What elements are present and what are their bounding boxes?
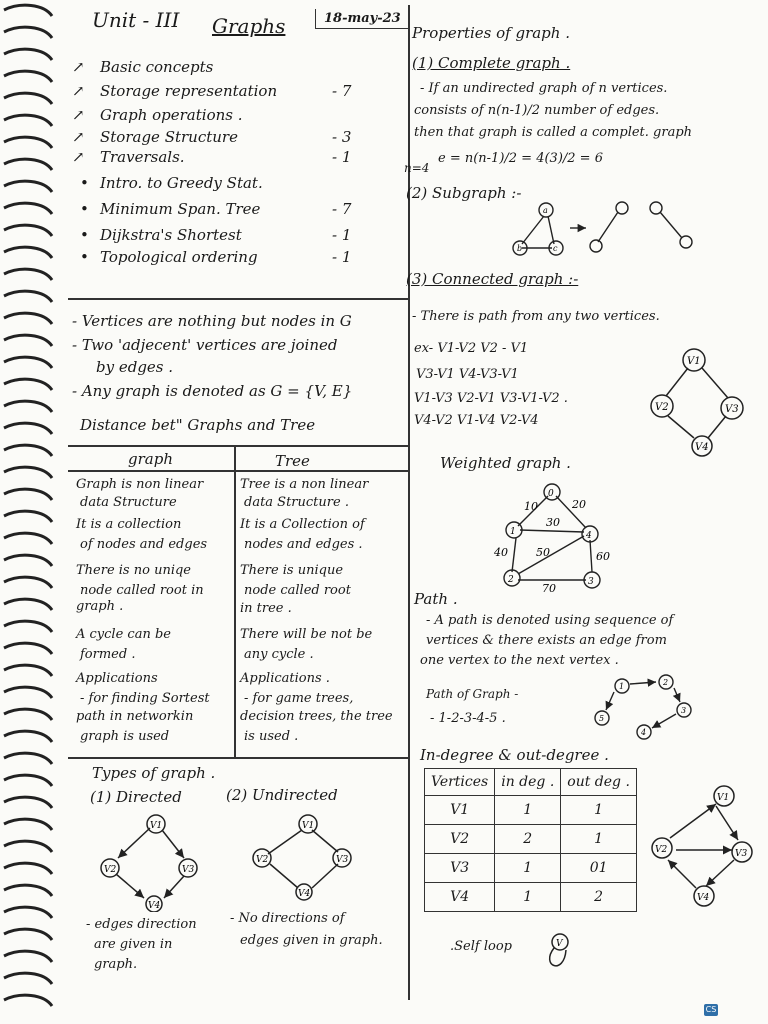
topic-mark: - 1 bbox=[332, 148, 352, 166]
table-header-line bbox=[68, 470, 408, 472]
degree-cell: V1 bbox=[425, 796, 495, 825]
complete-graph-line: - If an undirected graph of n vertices. bbox=[420, 81, 668, 96]
node-label: 4 bbox=[641, 728, 647, 737]
scanner-badge: CS bbox=[705, 1005, 717, 1014]
degree-title: In-degree & out-degree . bbox=[420, 746, 609, 764]
comparison-cell: path in networkin bbox=[76, 709, 194, 724]
comparison-cell: Applications bbox=[76, 671, 158, 686]
bullet-marker: • bbox=[80, 248, 89, 266]
types-title: Types of graph . bbox=[92, 764, 216, 782]
directed-note: graph. bbox=[94, 957, 138, 972]
node-label: 3 bbox=[588, 577, 594, 587]
table-row bbox=[425, 883, 637, 912]
subgraph-title: (2) Subgraph :- bbox=[406, 184, 522, 202]
comparison-cell: data Structure bbox=[80, 495, 177, 510]
comparison-cell: node called root in bbox=[80, 583, 204, 598]
table-row bbox=[425, 854, 637, 883]
topic-mark: - 7 bbox=[332, 82, 352, 100]
topic-item: Minimum Span. Tree bbox=[100, 200, 261, 218]
comparison-cell: - for game trees, bbox=[244, 691, 354, 706]
degree-header-cell: out deg . bbox=[561, 769, 637, 796]
comparison-cell: any cycle . bbox=[244, 647, 314, 662]
vertex-label: V3 bbox=[182, 865, 195, 875]
degree-cell: 2 bbox=[561, 883, 637, 912]
comparison-cell: A cycle can be bbox=[76, 627, 171, 642]
directed-label: (1) Directed bbox=[90, 788, 182, 806]
comparison-cell: graph . bbox=[76, 599, 124, 614]
bullet-marker: • bbox=[80, 226, 89, 244]
undirected-note: - No directions of bbox=[230, 911, 345, 926]
weight-label: 30 bbox=[546, 516, 560, 529]
page-margin-line bbox=[408, 5, 410, 1000]
vertex-label: V2 bbox=[256, 855, 269, 865]
topic-mark: - 1 bbox=[332, 226, 352, 244]
subgraph-diagram bbox=[500, 196, 710, 258]
connected-graph-title: (3) Connected graph :- bbox=[406, 270, 579, 288]
bullet-marker: ↗ bbox=[72, 106, 85, 124]
undirected-graph-diagram bbox=[246, 812, 366, 902]
bullet-marker: ↗ bbox=[72, 82, 85, 100]
path-line: vertices & there exists an edge from bbox=[426, 633, 667, 648]
comparison-cell: There is no uniqe bbox=[76, 563, 191, 578]
weight-label: 10 bbox=[524, 500, 538, 513]
directed-note: are given in bbox=[94, 937, 173, 952]
node-label: 4 bbox=[586, 531, 592, 541]
table-header-tree: Tree bbox=[275, 452, 310, 470]
vertex-label: V2 bbox=[655, 402, 669, 413]
table-bottom-line bbox=[68, 757, 408, 759]
complete-graph-line: then that graph is called a complet. graph bbox=[414, 125, 693, 140]
path-diagram bbox=[590, 670, 700, 744]
topic-item: Storage Structure bbox=[100, 128, 238, 146]
directed-graph-diagram bbox=[90, 812, 220, 912]
comparison-cell: data Structure . bbox=[244, 495, 349, 510]
n-label: n=4 bbox=[404, 161, 430, 175]
node-label: 2 bbox=[508, 575, 514, 585]
comparison-cell: graph is used bbox=[80, 729, 170, 744]
weight-label: 40 bbox=[494, 546, 508, 559]
bullet-marker: ↗ bbox=[72, 128, 85, 146]
comparison-cell: is used . bbox=[244, 729, 299, 744]
table-row bbox=[425, 825, 637, 854]
node-label: 2 bbox=[663, 678, 669, 687]
degree-cell: V4 bbox=[425, 883, 495, 912]
degree-cell: 1 bbox=[495, 883, 561, 912]
connected-graph-diagram bbox=[644, 342, 754, 458]
topic-item: Intro. to Greedy Stat. bbox=[100, 174, 263, 192]
degree-cell: 1 bbox=[561, 796, 637, 825]
comparison-cell: Tree is a non linear bbox=[240, 477, 369, 492]
path-line: - A path is denoted using sequence of bbox=[426, 613, 674, 628]
vertex-label: V3 bbox=[735, 849, 748, 859]
degree-header-cell: Vertices bbox=[425, 769, 495, 796]
topic-item: Topological ordering bbox=[100, 248, 258, 266]
comparison-cell: formed . bbox=[80, 647, 136, 662]
self-loop-label: .Self loop bbox=[450, 939, 512, 954]
comparison-cell: Graph is non linear bbox=[76, 477, 204, 492]
note-line: by edges . bbox=[96, 358, 174, 376]
topic-mark: - 3 bbox=[332, 128, 352, 146]
unit-heading: Unit - III bbox=[92, 8, 180, 32]
bullet-marker: ↗ bbox=[72, 148, 85, 166]
comparison-cell: node called root bbox=[244, 583, 351, 598]
node-label: 5 bbox=[599, 714, 605, 723]
table-divider bbox=[234, 445, 236, 757]
bullet-marker: • bbox=[80, 200, 89, 218]
comparison-cell: nodes and edges . bbox=[244, 537, 363, 552]
connected-line: V1-V3 V2-V1 V3-V1-V2 . bbox=[414, 391, 568, 406]
path-title: Path . bbox=[414, 590, 458, 608]
degree-cell: 1 bbox=[495, 796, 561, 825]
node-label: 1 bbox=[510, 527, 516, 537]
connected-line: ex- V1-V2 V2 - V1 bbox=[414, 341, 529, 356]
node-label: 3 bbox=[681, 706, 687, 715]
topic-item: Dijkstra's Shortest bbox=[100, 226, 242, 244]
node-label: c bbox=[553, 244, 558, 253]
node-label: 0 bbox=[548, 489, 554, 499]
vertex-label: V4 bbox=[148, 901, 161, 911]
note-line: - Two 'adjecent' vertices are joined bbox=[72, 336, 338, 354]
vertex-label: V1 bbox=[150, 821, 163, 831]
weight-label: 50 bbox=[536, 546, 550, 559]
topic-item: Graph operations . bbox=[100, 106, 243, 124]
topic-item: Storage representation bbox=[100, 82, 278, 100]
path-line: one vertex to the next vertex . bbox=[420, 653, 619, 668]
node-label: b bbox=[517, 244, 523, 253]
weight-label: 20 bbox=[572, 498, 586, 511]
weight-label: 60 bbox=[596, 550, 610, 563]
degree-cell: 01 bbox=[561, 854, 637, 883]
vertex-label: V1 bbox=[717, 793, 730, 803]
degree-cell: V3 bbox=[425, 854, 495, 883]
connected-line: - There is path from any two vertices. bbox=[412, 309, 660, 324]
properties-title: Properties of graph . bbox=[412, 24, 570, 42]
page-title: Graphs bbox=[212, 14, 286, 38]
weighted-graph-diagram bbox=[490, 480, 630, 595]
edge-formula: e = n(n-1)/2 = 4(3)/2 = 6 bbox=[438, 151, 603, 166]
degree-cell: 1 bbox=[495, 854, 561, 883]
vertex-label: V4 bbox=[697, 893, 710, 903]
node-label: V bbox=[556, 939, 563, 949]
comparison-cell: - for finding Sortest bbox=[80, 691, 210, 706]
undirected-label: (2) Undirected bbox=[226, 786, 338, 804]
vertex-label: V1 bbox=[687, 356, 701, 367]
comparison-cell: of nodes and edges bbox=[80, 537, 208, 552]
topic-item: Traversals. bbox=[100, 148, 185, 166]
degree-cell: V2 bbox=[425, 825, 495, 854]
node-label: a bbox=[543, 206, 548, 215]
vertex-label: V4 bbox=[695, 442, 709, 453]
comparison-cell: in tree . bbox=[240, 601, 292, 616]
degree-graph-diagram bbox=[646, 782, 758, 912]
note-line: Distance bet" Graphs and Tree bbox=[80, 416, 316, 434]
section-divider bbox=[68, 298, 408, 300]
topic-mark: - 7 bbox=[332, 200, 352, 218]
table-row bbox=[425, 796, 637, 825]
weight-label: 70 bbox=[542, 582, 556, 595]
note-line: - Vertices are nothing but nodes in G bbox=[72, 312, 352, 330]
directed-note: - edges direction bbox=[86, 917, 197, 932]
connected-line: V4-V2 V1-V4 V2-V4 bbox=[414, 413, 539, 428]
self-loop-diagram bbox=[540, 930, 580, 978]
comparison-cell: It is a collection bbox=[76, 517, 182, 532]
topic-mark: - 1 bbox=[332, 248, 352, 266]
date-box: 18-may-23 bbox=[315, 9, 410, 29]
path-sequence: - 1-2-3-4-5 . bbox=[430, 711, 506, 726]
bullet-marker: ↗ bbox=[72, 58, 85, 76]
complete-graph-title: (1) Complete graph . bbox=[412, 54, 571, 72]
comparison-cell: There is unique bbox=[240, 563, 344, 578]
comparison-cell: It is a Collection of bbox=[240, 517, 365, 532]
vertex-label: V2 bbox=[104, 865, 117, 875]
undirected-note: edges given in graph. bbox=[240, 933, 383, 948]
table-top-line bbox=[68, 445, 408, 447]
vertex-label: V2 bbox=[655, 845, 668, 855]
weighted-graph-title: Weighted graph . bbox=[440, 454, 571, 472]
spiral-binding bbox=[0, 0, 60, 1024]
degree-header-cell: in deg . bbox=[495, 769, 561, 796]
complete-graph-line: consists of n(n-1)/2 number of edges. bbox=[414, 103, 660, 118]
degree-cell: 2 bbox=[495, 825, 561, 854]
comparison-cell: Applications . bbox=[240, 671, 330, 686]
vertex-label: V1 bbox=[302, 821, 315, 831]
comparison-cell: decision trees, the tree bbox=[240, 709, 393, 724]
table-header-graph: graph bbox=[128, 450, 173, 468]
note-line: - Any graph is denoted as G = {V, E} bbox=[72, 382, 353, 400]
topic-item: Basic concepts bbox=[100, 58, 214, 76]
node-label: 1 bbox=[619, 682, 625, 691]
comparison-cell: There will be not be bbox=[240, 627, 373, 642]
vertex-label: V4 bbox=[298, 889, 311, 899]
degree-header-row bbox=[425, 769, 637, 796]
vertex-label: V3 bbox=[725, 404, 739, 415]
connected-line: V3-V1 V4-V3-V1 bbox=[416, 367, 519, 382]
degree-cell: 1 bbox=[561, 825, 637, 854]
degree-table bbox=[424, 768, 637, 912]
vertex-label: V3 bbox=[336, 855, 349, 865]
path-of-graph-label: Path of Graph - bbox=[426, 687, 519, 701]
bullet-marker: • bbox=[80, 174, 89, 192]
